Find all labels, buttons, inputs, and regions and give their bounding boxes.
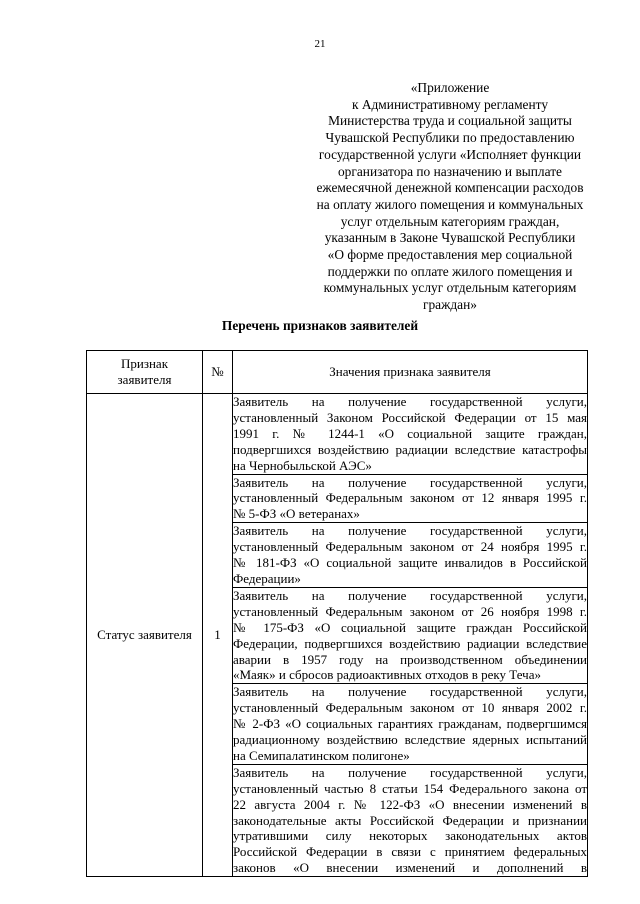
- sign-value-line: утратившими силу некоторых законодательных актов: [233, 828, 587, 844]
- sign-value-line: № 181-ФЗ «О социальной защите инвалидов в Российской: [233, 555, 587, 571]
- cell-sign-value: [233, 764, 588, 876]
- sign-value-line: Заявитель на получение государственной услуги,: [233, 684, 587, 700]
- sign-value-line: на Семипалатинском полигоне»: [233, 747, 410, 763]
- sign-value-line: Федерации, подвергшихся воздействию радиации вследствие: [233, 635, 587, 651]
- header-values: Значения признака заявителя: [233, 351, 588, 394]
- sign-value-line: Российской Федерации в связи с принятием федеральных: [233, 844, 587, 860]
- appendix-line: государственной услуги «Исполняет функции: [318, 146, 582, 162]
- sign-value-line: радиационному воздействию вследствие ядерных испытаний: [233, 732, 587, 748]
- sign-value-line: установленный Федеральным законом от 26 ноября 1998 г.: [233, 603, 587, 619]
- appendix-line: «О форме предоставления мер социальной: [327, 247, 573, 263]
- sign-value-line: Заявитель на получение государственной услуги,: [233, 474, 587, 490]
- sign-value-line: законодательные акты Российской Федерации и признании: [233, 812, 587, 828]
- sign-value-line: аварии в 1957 году на производственном объединении: [233, 651, 587, 667]
- cell-sign-value: [233, 587, 588, 683]
- applicant-signs-table: [86, 350, 588, 877]
- sign-value-line: «Маяк» и сбросов радиоактивных отходов в реку Теча»: [233, 667, 541, 683]
- header-number: №: [203, 351, 233, 394]
- table-row: [87, 394, 588, 475]
- cell-applicant-status: Статус заявителя: [87, 394, 203, 877]
- sign-value-line: Федерации»: [233, 570, 301, 586]
- cell-sign-value: [233, 394, 588, 475]
- page-title: Перечень признаков заявителей: [221, 318, 419, 333]
- sign-value-line: подвергшихся воздействию радиации вследствие катастрофы: [233, 441, 587, 457]
- sign-value-line: 22 августа 2004 г. № 122-ФЗ «О внесении изменений в: [233, 796, 587, 812]
- appendix-line: организатора по назначению и выплате: [337, 163, 563, 179]
- appendix-line: к Административному регламенту: [351, 96, 549, 112]
- cell-sign-value: [233, 684, 588, 765]
- appendix-line: Министерства труда и социальной защиты: [328, 113, 572, 129]
- page-number: 21: [314, 38, 326, 50]
- header-sign: [87, 351, 203, 394]
- table-header-row: [87, 351, 588, 394]
- sign-value-line: Заявитель на получение государственной услуги,: [233, 587, 587, 603]
- sign-value-line: Заявитель на получение государственной услуги,: [233, 764, 587, 780]
- sign-value-line: № 2-ФЗ «О социальных гарантиях гражданам, подвергшимся: [233, 716, 587, 732]
- appendix-line: граждан»: [422, 297, 477, 313]
- appendix-line: поддержки по оплате жилого помещения и: [327, 263, 573, 279]
- sign-value-line: установленный Законом Российской Федерации от 15 мая: [233, 409, 587, 425]
- header-sign-line2: заявителя: [117, 372, 172, 387]
- sign-value-line: 1991 г. № 1244-1 «О социальной защите граждан,: [233, 425, 587, 441]
- sign-value-line: № 175-ФЗ «О социальной защите граждан Российской: [233, 619, 587, 635]
- appendix-line: ежемесячной денежной компенсации расходов: [316, 180, 584, 196]
- sign-value-line: установленный частью 8 статьи 154 Федерального закона от: [233, 780, 587, 796]
- cell-sign-value: [233, 523, 588, 588]
- sign-value-line: установленный Федеральным законом от 10 января 2002 г.: [233, 700, 587, 716]
- appendix-line: Чувашской Республики по предоставлению: [325, 130, 575, 146]
- appendix-line: коммунальных услуг отдельным категориям: [323, 280, 577, 296]
- appendix-line: указанным в Законе Чувашской Республики: [324, 230, 576, 246]
- appendix-line: «Приложение: [410, 80, 490, 95]
- sign-value-line: установленный Федеральным законом от 12 января 1995 г.: [233, 490, 587, 506]
- header-sign-line1: Признак: [120, 356, 169, 371]
- sign-value-line: установленный Федеральным законом от 24 ноября 1995 г.: [233, 539, 587, 555]
- sign-value-line: законов «О внесении изменений и дополнений в: [233, 860, 587, 876]
- sign-value-line: Заявитель на получение государственной услуги,: [233, 394, 587, 409]
- sign-value-line: № 5-ФЗ «О ветеранах»: [233, 506, 360, 522]
- cell-row-number: 1: [203, 394, 233, 877]
- cell-sign-value: [233, 474, 588, 523]
- appendix-line: услуг отдельным категориям граждан,: [340, 213, 560, 229]
- appendix-header: [300, 80, 600, 314]
- sign-value-line: Заявитель на получение государственной услуги,: [233, 523, 587, 539]
- appendix-line: на оплату жилого помещения и коммунальных: [316, 196, 584, 212]
- sign-value-line: на Чернобыльской АЭС»: [233, 457, 372, 473]
